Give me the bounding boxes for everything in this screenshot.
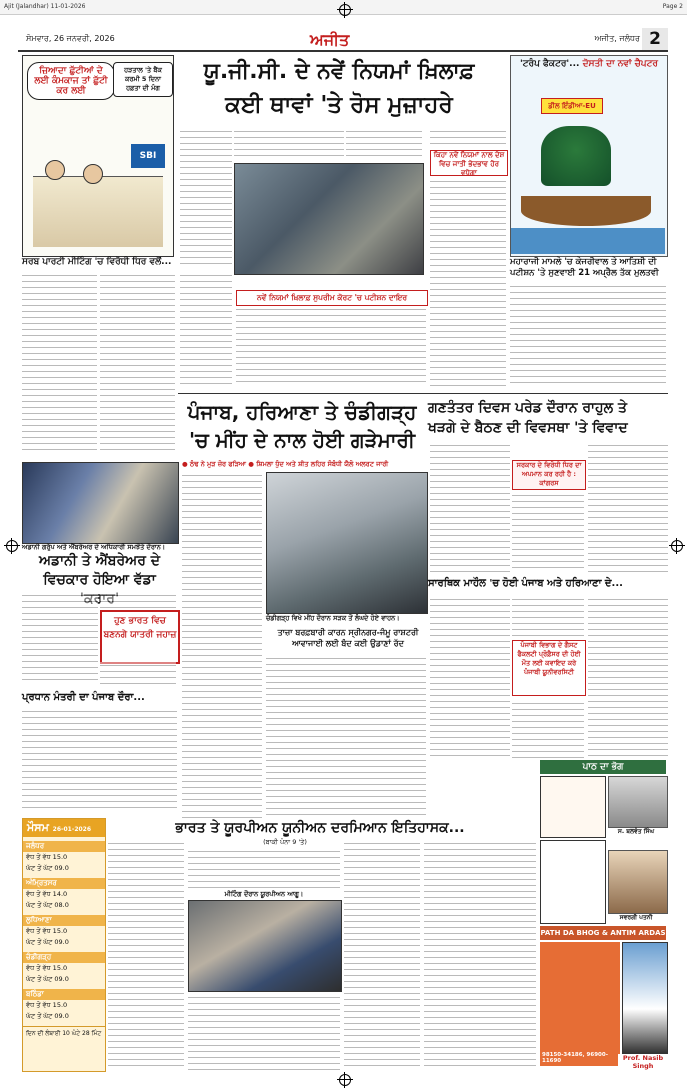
print-info-left: Ajit (Jalandhar) 11-01-2026 (4, 3, 86, 10)
weather-city (23, 989, 105, 1022)
rain-headline-line2: 'ਚ ਮੀਂਹ ਦੇ ਨਾਲ ਹੋਈ ਗੜੇਮਾਰੀ (189, 428, 415, 452)
political-cartoon (510, 55, 668, 257)
lead-headline (175, 56, 503, 126)
rain-headline (182, 398, 422, 454)
article-body-text (512, 492, 584, 572)
lead-headline-line2: ਕਈ ਥਾਵਾਂ 'ਤੇ ਰੋਸ ਮੁਜ਼ਾਹਰੇ (225, 92, 453, 118)
adani-photo (22, 462, 179, 544)
weather-min: ਘੱਟ ਤੋਂ ਘੱਟ 09.0 (26, 975, 69, 983)
rain-headline-line1: ਪੰਜਾਬ, ਹਰਿਆਣਾ ਤੇ ਚੰਡੀਗੜ੍ਹ (187, 400, 417, 424)
tree-icon (541, 126, 611, 186)
rahul-headline-line2: ਖੜਗੇ ਦੇ ਬੈਠਣ ਦੀ ਵਿਵਸਥਾ 'ਤੇ ਵਿਵਾਦ (428, 420, 628, 436)
page-header (18, 28, 668, 52)
ardas-portrait (622, 942, 668, 1054)
weather-city-name: ਬਠਿੰਡਾ (23, 989, 105, 1000)
rahul-followup-headline: ਸਾਰਥਿਕ ਮਾਹੌਲ 'ਚ ਹੋਈ ਪੰਜਾਬ ਅਤੇ ਹਰਿਆਣਾ ਦੇ... (428, 578, 623, 589)
article-body-text (182, 472, 262, 602)
article-body-text (182, 604, 262, 819)
eu-photo-caption: ਮੀਟਿੰਗ ਦੌਰਾਨ ਯੂਰਪੀਅਨ ਆਗੂ। (224, 890, 304, 898)
weather-city-list (23, 841, 105, 1022)
adani-box: ਹੁਣ ਭਾਰਤ ਵਿਚ ਬਣਨਗੇ ਯਾਤਰੀ ਜਹਾਜ਼ (100, 610, 180, 664)
article-body-text (234, 128, 344, 160)
print-info-right: Page 2 (662, 3, 683, 10)
article-body-text (22, 592, 98, 682)
article-body-text (108, 840, 184, 1070)
weather-city-name: ਚੰਡੀਗੜ੍ਹ (23, 952, 105, 963)
weather-min: ਘੱਟ ਤੋਂ ਘੱਟ 09.0 (26, 1012, 69, 1020)
obituary-text (540, 776, 606, 838)
cartoon-scene (33, 176, 163, 247)
cartoon-side-headline: ਸਰਬ ਪਾਰਟੀ ਮੀਟਿੰਗ 'ਚ ਵਿਰੋਧੀ ਧਿਰ ਵਲੋਂ... (22, 257, 172, 267)
cartoon-bubble-sign: ਹੜਤਾਲ 'ਤੇ ਬੈਂਕ ਕਰਮੀ 5 ਦਿਨਾ ਹਫ਼ਤਾ ਦੀ ਮੰਗ (113, 62, 173, 97)
page-number: 2 (642, 28, 668, 50)
cartoon-title-black: 'ਟਰੰਪ ਫੈਕਟਰ'... (520, 59, 580, 69)
article-body-text (424, 840, 536, 1070)
editorial-cartoon (22, 55, 174, 257)
header-place: ਅਜੀਤ, ਜਲੰਧਰ (594, 34, 640, 43)
article-body-text (430, 596, 510, 756)
kashmir-headline-line1: ਤਾਜ਼ਾ ਬਰਫ਼ਬਾਰੀ ਕਾਰਨ ਸ੍ਰੀਨਗਰ-ਜੰਮੂ ਰਾਸ਼ਟਰੀ (277, 628, 419, 637)
article-body-text (180, 128, 232, 268)
rahul-headline (428, 398, 668, 438)
article-body-text (22, 272, 97, 452)
header-date: ਸੋਮਵਾਰ, 26 ਜਨਵਰੀ, 2026 (26, 34, 115, 43)
article-body-text (344, 840, 420, 1070)
weather-max: ਵੱਧ ਤੋਂ ਵੱਧ 15.0 (26, 964, 68, 972)
weather-city-name: ਜਲੰਧਰ (23, 841, 105, 852)
article-body-text (236, 306, 426, 386)
weather-title: ਮੌਸਮ 26-01-2026 (23, 819, 105, 837)
weather-box (22, 818, 106, 1072)
article-body-text (188, 848, 340, 888)
registration-mark-icon (339, 4, 351, 16)
rain-photo-caption: ਚੰਡੀਗੜ੍ਹ ਵਿਖੇ ਮੀਂਹ ਦੌਰਾਨ ਸੜਕ ਤੋਂ ਲੰਘਦੇ ਹੋਏ ਵਾਹਨ। (266, 614, 400, 622)
obituary-text (540, 840, 606, 924)
portrait-photo (608, 776, 668, 828)
cartoon-figure-icon (45, 160, 65, 180)
adani-photo-caption: ਅਡਾਨੀ ਗਰੁੱਪ ਅਤੇ ਐਂਬਰੇਅਰ ਦੇ ਅਧਿਕਾਰੀ ਸਮਝੌਤੇ ਦੌਰਾਨ। (22, 543, 166, 551)
article-body-text (180, 272, 232, 387)
eu-headline: ਭਾਰਤ ਤੇ ਯੂਰਪੀਅਨ ਯੂਨੀਅਨ ਦਰਮਿਆਨ ਇਤਿਹਾਸਕ... (175, 820, 465, 836)
rahul-red-box: ਸਰਕਾਰ ਦੇ ਵਿਰੋਧੀ ਧਿਰ ਦਾ ਅਪਮਾਨ ਕਰ ਰਹੀ ਹੈ : ਕਾਂਗਰਸ (512, 460, 586, 490)
article-body-text (22, 708, 177, 808)
ardas-ad-body (540, 942, 620, 1066)
rain-subline: ● ਠੰਢ ਨੇ ਮੁੜ ਜ਼ੋਰ ਫੜਿਆ ● ਸ਼ਿਮਲਾ ਧੁੰਦ ਅਤੇ ਸ਼ੀਤ ਲਹਿਰ ਸੰਬੰਧੀ ਯੈਲੋ ਅਲਰਟ ਜਾਰੀ (182, 460, 389, 468)
portrait-photo (608, 850, 668, 914)
masthead: ਅਜੀਤ (310, 30, 350, 49)
ardas-phone: 98150-34186, 96900-11690 (542, 1052, 608, 1064)
lead-headline-line1: ਯੂ.ਜੀ.ਸੀ. ਦੇ ਨਵੇਂ ਨਿਯਮਾਂ ਖ਼ਿਲਾਫ਼ (203, 59, 475, 84)
protest-photo (234, 163, 424, 275)
weather-city-name: ਅੰਮ੍ਰਿਤਸਰ (23, 878, 105, 889)
rain-photo (266, 472, 428, 614)
cartoon-ribbon: ਡੀਲ ਇੰਡੀਆ-EU (541, 98, 603, 114)
boat-icon (521, 196, 651, 226)
weather-max: ਵੱਧ ਤੋਂ ਵੱਧ 14.0 (26, 890, 68, 898)
path-da-bhog-title: ਪਾਠ ਦਾ ਭੋਗ (540, 760, 666, 774)
article-body-text (430, 128, 506, 148)
weather-date: 26-01-2026 (52, 826, 92, 833)
article-body-text (588, 596, 668, 756)
weather-city-name: ਲੁਧਿਆਣਾ (23, 915, 105, 926)
cartoon-bubble-main: ਜ਼ਿਆਦਾ ਛੁੱਟੀਆਂ ਦੇ ਲਈ ਕੰਮਕਾਜ ਤਾਂ ਛੁੱਟੀ ਕਰ ਲਈ (27, 62, 115, 100)
adani-headline-line2: ਵਿਚਕਾਰ ਹੋਇਆ ਵੱਡਾ 'ਕਰਾਰ' (43, 572, 156, 607)
registration-mark-icon (339, 1074, 351, 1086)
right-column-headline: ਮਹਾਰਾਜੀ ਮਾਮਲੇ 'ਚ ਕੇਜਰੀਵਾਲ ਤੇ ਆਤਿਸ਼ੀ ਦੀ ਪਟੀਸ਼ਨ 'ਤੇ ਸੁਣਵਾਈ 21 ਅਪ੍ਰੈਲ ਤੱਕ ਮੁਲਤਵੀ (510, 257, 659, 278)
section-divider (178, 393, 668, 394)
article-body-text (100, 272, 175, 452)
article-body-text (100, 662, 176, 687)
weather-max: ਵੱਧ ਤੋਂ ਵੱਧ 15.0 (26, 853, 68, 861)
article-body-text (188, 994, 340, 1070)
registration-mark-icon (6, 540, 18, 552)
registration-mark-icon (671, 540, 683, 552)
weather-min: ਘੱਟ ਤੋਂ ਘੱਟ 08.0 (26, 901, 69, 909)
article-body-text (430, 442, 510, 572)
weather-min: ਘੱਟ ਤੋਂ ਘੱਟ 09.0 (26, 938, 69, 946)
adani-headline-line1: ਅਡਾਨੀ ਤੇ ਐਂਬਰੇਅਰ ਦੇ (38, 553, 161, 569)
pm-visit-headline: ਪ੍ਰਧਾਨ ਮੰਤਰੀ ਦਾ ਪੰਜਾਬ ਦੌਰਾ... (22, 692, 145, 703)
article-body-text (346, 128, 422, 160)
portrait-name: ਸ. ਬਲਵੰਤ ਸਿੰਘ (617, 828, 655, 835)
water-shape (511, 228, 665, 254)
rahul-headline-line1: ਗਣਤੰਤਰ ਦਿਵਸ ਪਰੇਡ ਦੌਰਾਨ ਰਾਹੁਲ ਤੇ (428, 400, 627, 416)
cartoon-title-red: ਦੋਸਤੀ ਦਾ ਨਵਾਂ ਚੈਪਟਰ (582, 59, 658, 69)
article-body-text (512, 596, 584, 636)
eu-photo (188, 900, 342, 992)
article-body-text (512, 700, 584, 758)
weather-city (23, 915, 105, 948)
article-body-text (588, 442, 668, 572)
teacher-box: ਪੰਜਾਬੀ ਵਿਭਾਗ ਦੇ ਗੈਸਟ ਫੈਕਲਟੀ ਪ੍ਰੋਫ਼ੈਸਰ ਦੀ ਹੋਈ ਮੌਤ ਲਈ ਕਵਾਇਦ ਕਰੇ ਪੰਜਾਬੀ ਯੂਨੀਵਰਸਿਟੀ (512, 640, 586, 696)
weather-min: ਘੱਟ ਤੋਂ ਘੱਟ 09.0 (26, 864, 69, 872)
ardas-name: Prof. Nasib Singh (618, 1054, 668, 1070)
weather-city (23, 841, 105, 874)
lead-red-box: ਕਿਹਾ ਨਵੇਂ ਨਿਯਮਾਂ ਨਾਲ ਦੇਸ਼ ਵਿਚ ਜਾਤੀ ਭੇਦਭਾਵ ਹੋਰ ਵਧੇਗਾ (430, 150, 508, 176)
article-body-text (510, 283, 666, 388)
article-body-text (100, 592, 176, 608)
kashmir-headline (270, 627, 426, 649)
ardas-ad-title: PATH DA BHOG & ANTIM ARDAS (540, 926, 666, 940)
article-body-text (266, 655, 426, 817)
portrait-name: ਸਵਰਗੀ ਪਤਨੀ (619, 914, 653, 921)
cartoon-figure-icon (83, 164, 103, 184)
eu-continuation: (ਬਾਕੀ ਪੰਨਾ 9 'ਤੇ) (263, 838, 307, 846)
weather-max: ਵੱਧ ਤੋਂ ਵੱਧ 15.0 (26, 927, 68, 935)
weather-max: ਵੱਧ ਤੋਂ ਵੱਧ 15.0 (26, 1001, 68, 1009)
weather-footer: ਦਿਨ ਦੀ ਲੰਬਾਈ 10 ਘੰਟੇ 28 ਮਿੰਟ (23, 1026, 105, 1041)
lead-sidebar-headline: ਨਵੇਂ ਨਿਯਮਾਂ ਖ਼ਿਲਾਫ਼ ਸੁਪਰੀਮ ਕੋਰਟ 'ਚ ਪਟੀਸ਼ਨ ਦਾਇਰ (236, 290, 428, 306)
bank-sign: SBI (131, 144, 165, 168)
kashmir-headline-line2: ਆਵਾਜਾਈ ਲਈ ਬੰਦ ਕਈ ਉਡਾਣਾਂ ਰੱਦ (292, 639, 404, 648)
article-body-text (430, 178, 506, 388)
weather-city (23, 878, 105, 911)
weather-city (23, 952, 105, 985)
